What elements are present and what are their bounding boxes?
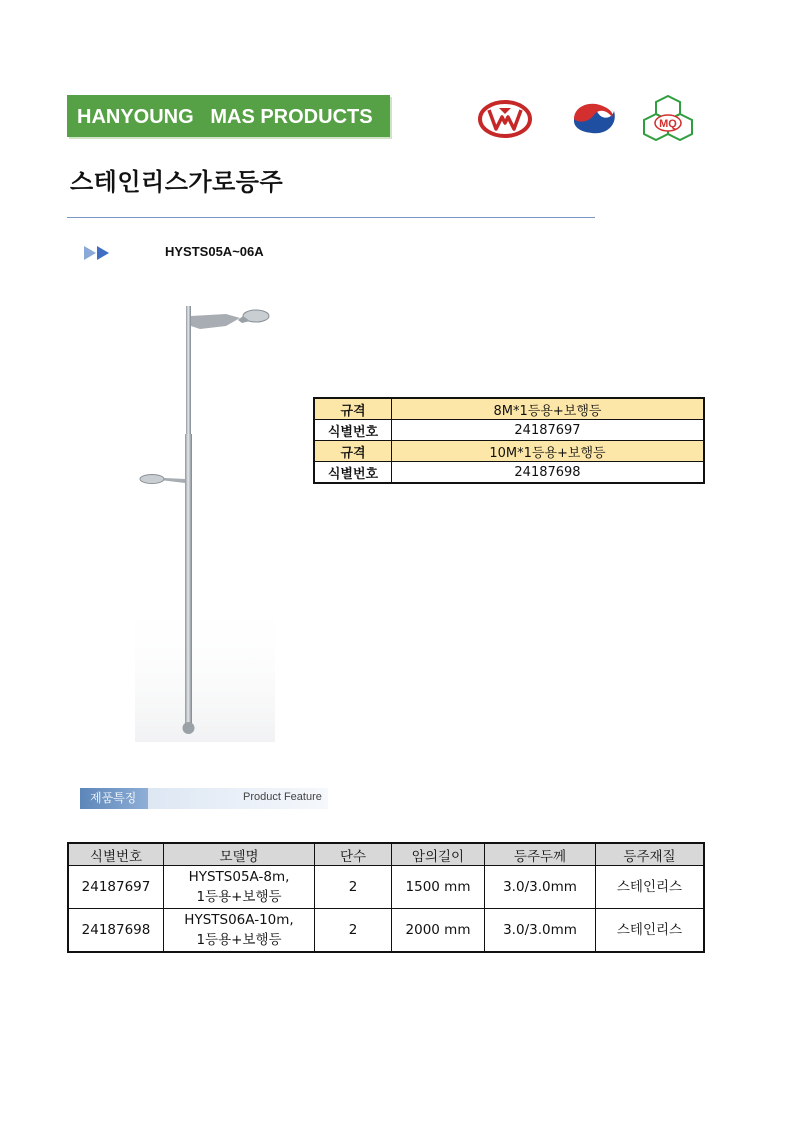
header-arm-length: 암의길이 — [392, 843, 485, 866]
table-row — [68, 866, 704, 909]
cell-model-line1: HYSTS06A-10m, — [184, 912, 294, 928]
brand-banner: HANYOUNG MAS PRODUCTS — [67, 95, 390, 137]
spec-label: 규격 — [314, 441, 392, 462]
cell-arm-length: 1500 mm — [392, 866, 485, 909]
header-material: 등주재질 — [596, 843, 705, 866]
spec-row — [314, 420, 704, 441]
w-mark-logo — [478, 100, 532, 138]
cell-model-line2: 1등용+보행등 — [196, 889, 282, 905]
cell-material: 스테인리스 — [596, 866, 705, 909]
spec-row — [314, 398, 704, 420]
spec-value: 8M*1등용+보행등 — [392, 398, 705, 420]
spec-value: 24187697 — [392, 420, 705, 441]
spec-value: 10M*1등용+보행등 — [392, 441, 705, 462]
cell-model — [164, 866, 315, 909]
double-arrow-icon — [84, 246, 112, 260]
spec-value: 24187698 — [392, 462, 705, 484]
page-title: 스테인리스가로등주 — [70, 168, 284, 196]
cell-model — [164, 909, 315, 953]
spec-row — [314, 462, 704, 484]
title-divider — [67, 217, 595, 218]
header-thickness: 등주두께 — [485, 843, 596, 866]
cell-stages: 2 — [315, 909, 392, 953]
header-id: 식별번호 — [68, 843, 164, 866]
product-feature-banner — [80, 775, 330, 815]
cell-id: 24187698 — [68, 909, 164, 953]
mq-logo-text: MQ — [659, 118, 677, 130]
product-detail-table — [67, 842, 705, 953]
table-header-row — [68, 843, 704, 866]
header-stages: 단수 — [315, 843, 392, 866]
cell-model-line2: 1등용+보행등 — [196, 932, 282, 948]
model-range-label: HYSTS05A~06A — [165, 244, 264, 259]
feature-english-label: Product Feature — [243, 791, 322, 803]
cell-thickness: 3.0/3.0mm — [485, 909, 596, 953]
cell-stages: 2 — [315, 866, 392, 909]
spec-label: 식별번호 — [314, 420, 392, 441]
spec-label: 식별번호 — [314, 462, 392, 484]
feature-tab-label: 제품특징 — [80, 788, 148, 809]
street-light-pole-image — [130, 296, 280, 748]
cell-model-line1: HYSTS05A-8m, — [188, 869, 290, 885]
cell-thickness: 3.0/3.0mm — [485, 866, 596, 909]
table-row — [68, 909, 704, 953]
cell-id: 24187697 — [68, 866, 164, 909]
spec-table — [313, 397, 705, 484]
cell-material: 스테인리스 — [596, 909, 705, 953]
spec-label: 규격 — [314, 398, 392, 420]
taegeuk-logo — [568, 99, 620, 137]
mq-logo — [640, 94, 696, 146]
header-model: 모델명 — [164, 843, 315, 866]
cell-arm-length: 2000 mm — [392, 909, 485, 953]
spec-row — [314, 441, 704, 462]
